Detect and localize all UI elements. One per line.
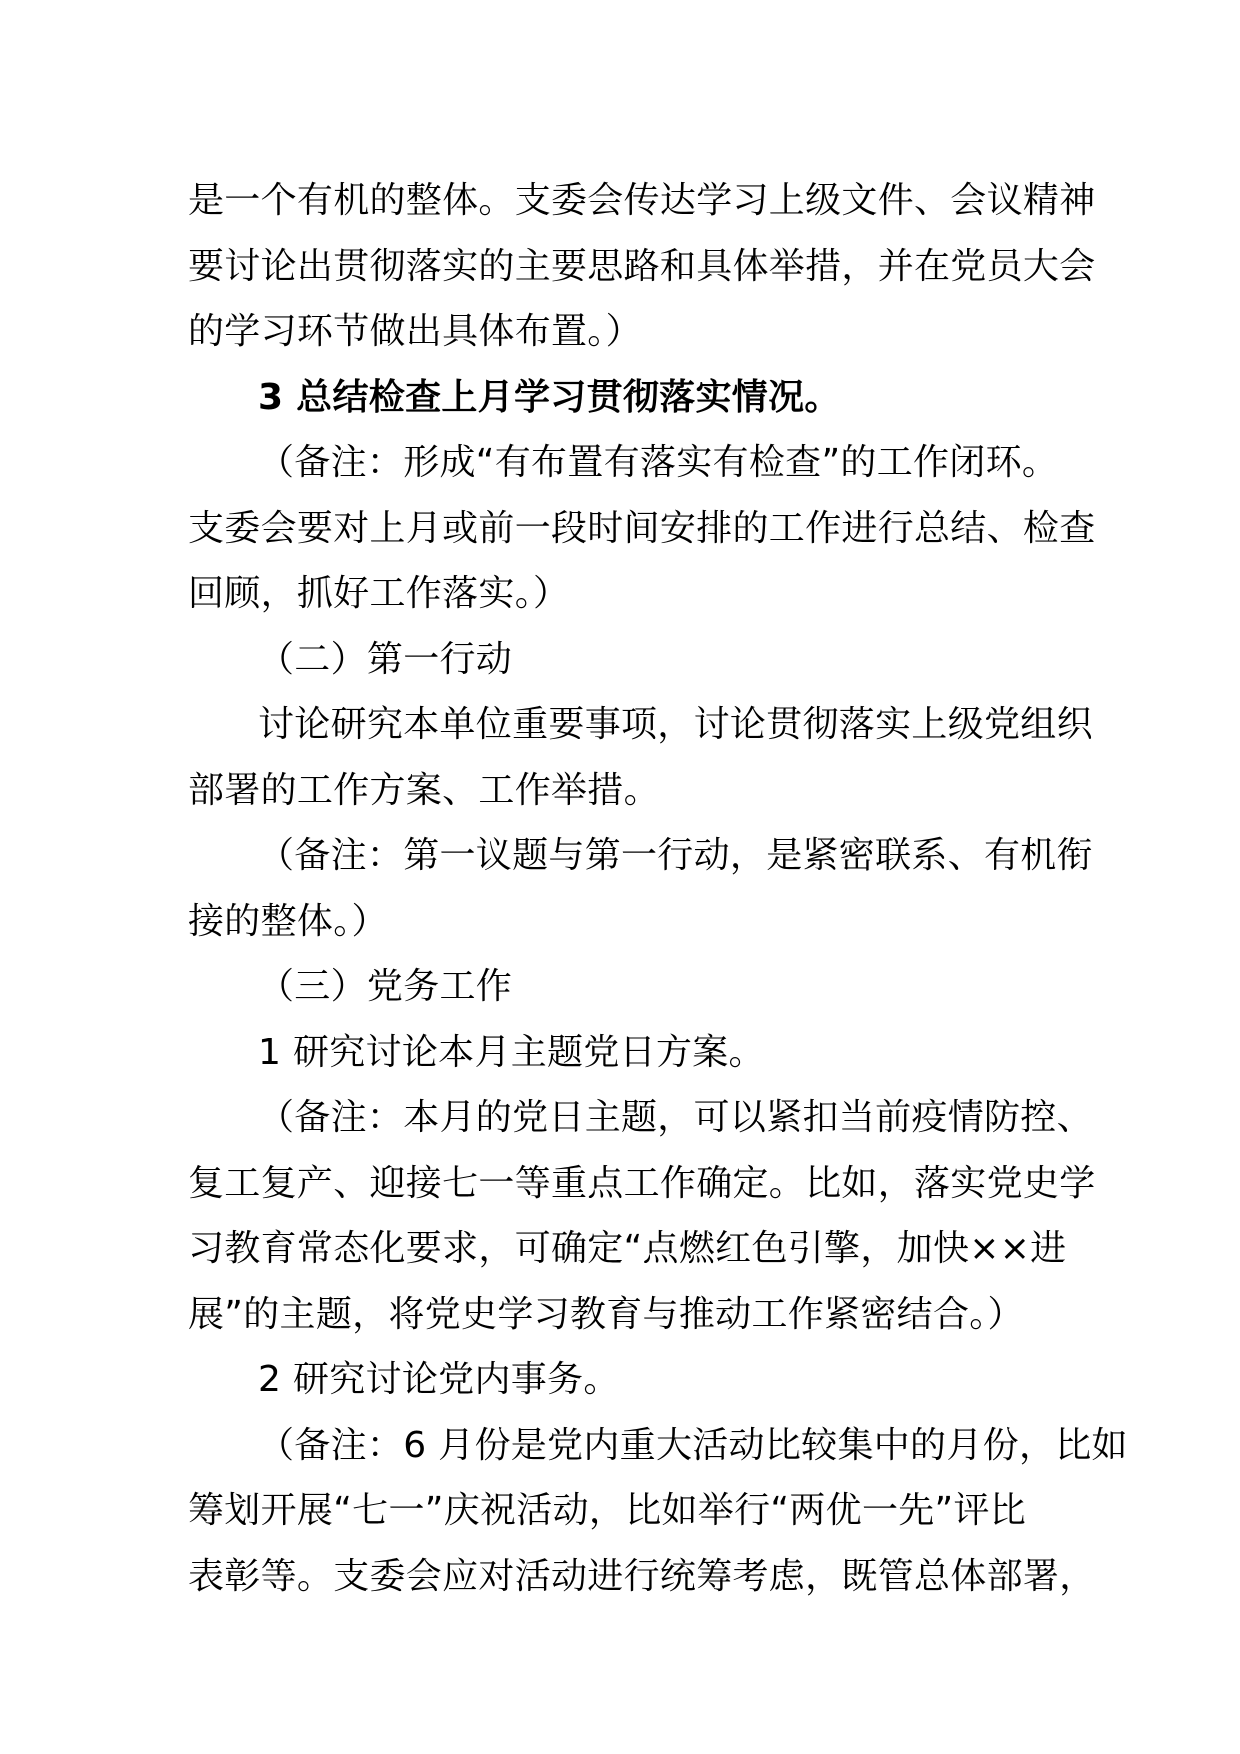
note-line: （备注：第一议题与第一行动，是紧密联系、有机衔 (258, 835, 1093, 876)
note-line: （备注：6 月份是党内重大活动比较集中的月份，比如 (258, 1424, 1128, 1466)
body-line: 展”的主题，将党史学习教育与推动工作紧密结合。） (188, 1293, 1024, 1335)
body-line: 接的整体。） (188, 900, 388, 942)
body-line: 部署的工作方案、工作举措。 (188, 769, 660, 811)
section-heading: （二）第一行动 (258, 638, 513, 680)
body-line: 支委会要对上月或前一段时间安排的工作进行总结、检查 (188, 507, 1096, 549)
body-line: 表彰等。支委会应对活动进行统筹考虑，既管总体部署， (188, 1555, 1096, 1597)
body-line: 要讨论出贯彻落实的主要思路和具体举措，并在党员大会 (188, 245, 1096, 287)
section-heading: （三）党务工作 (258, 966, 513, 1007)
body-line: 回顾，抓好工作落实。） (188, 573, 570, 614)
section-heading: 3 总结检查上月学习贯彻落实情况。 (258, 376, 841, 418)
body-line: 筹划开展“七一”庆祝活动，比如举行“两优一先”评比 (188, 1490, 1027, 1531)
body-line: 讨论研究本单位重要事项，讨论贯彻落实上级党组织 (258, 704, 1093, 745)
body-line: 复工复产、迎接七一等重点工作确定。比如，落实党史学 (188, 1162, 1096, 1204)
item-heading: 1 研究讨论本月主题党日方案。 (258, 1031, 765, 1073)
document-page (188, 168, 1128, 1609)
note-line: （备注：本月的党日主题，可以紧扣当前疫情防控、 (258, 1097, 1093, 1138)
body-line: 的学习环节做出具体布置。） (188, 311, 642, 352)
item-heading: 2 研究讨论党内事务。 (258, 1359, 620, 1400)
body-line: 是一个有机的整体。支委会传达学习上级文件、会议精神 (188, 180, 1096, 221)
note-line: （备注：形成“有布置有落实有检查”的工作闭环。 (258, 442, 1059, 483)
body-line: 习教育常态化要求，可确定“点燃红色引擎，加快××进 (188, 1228, 1067, 1269)
